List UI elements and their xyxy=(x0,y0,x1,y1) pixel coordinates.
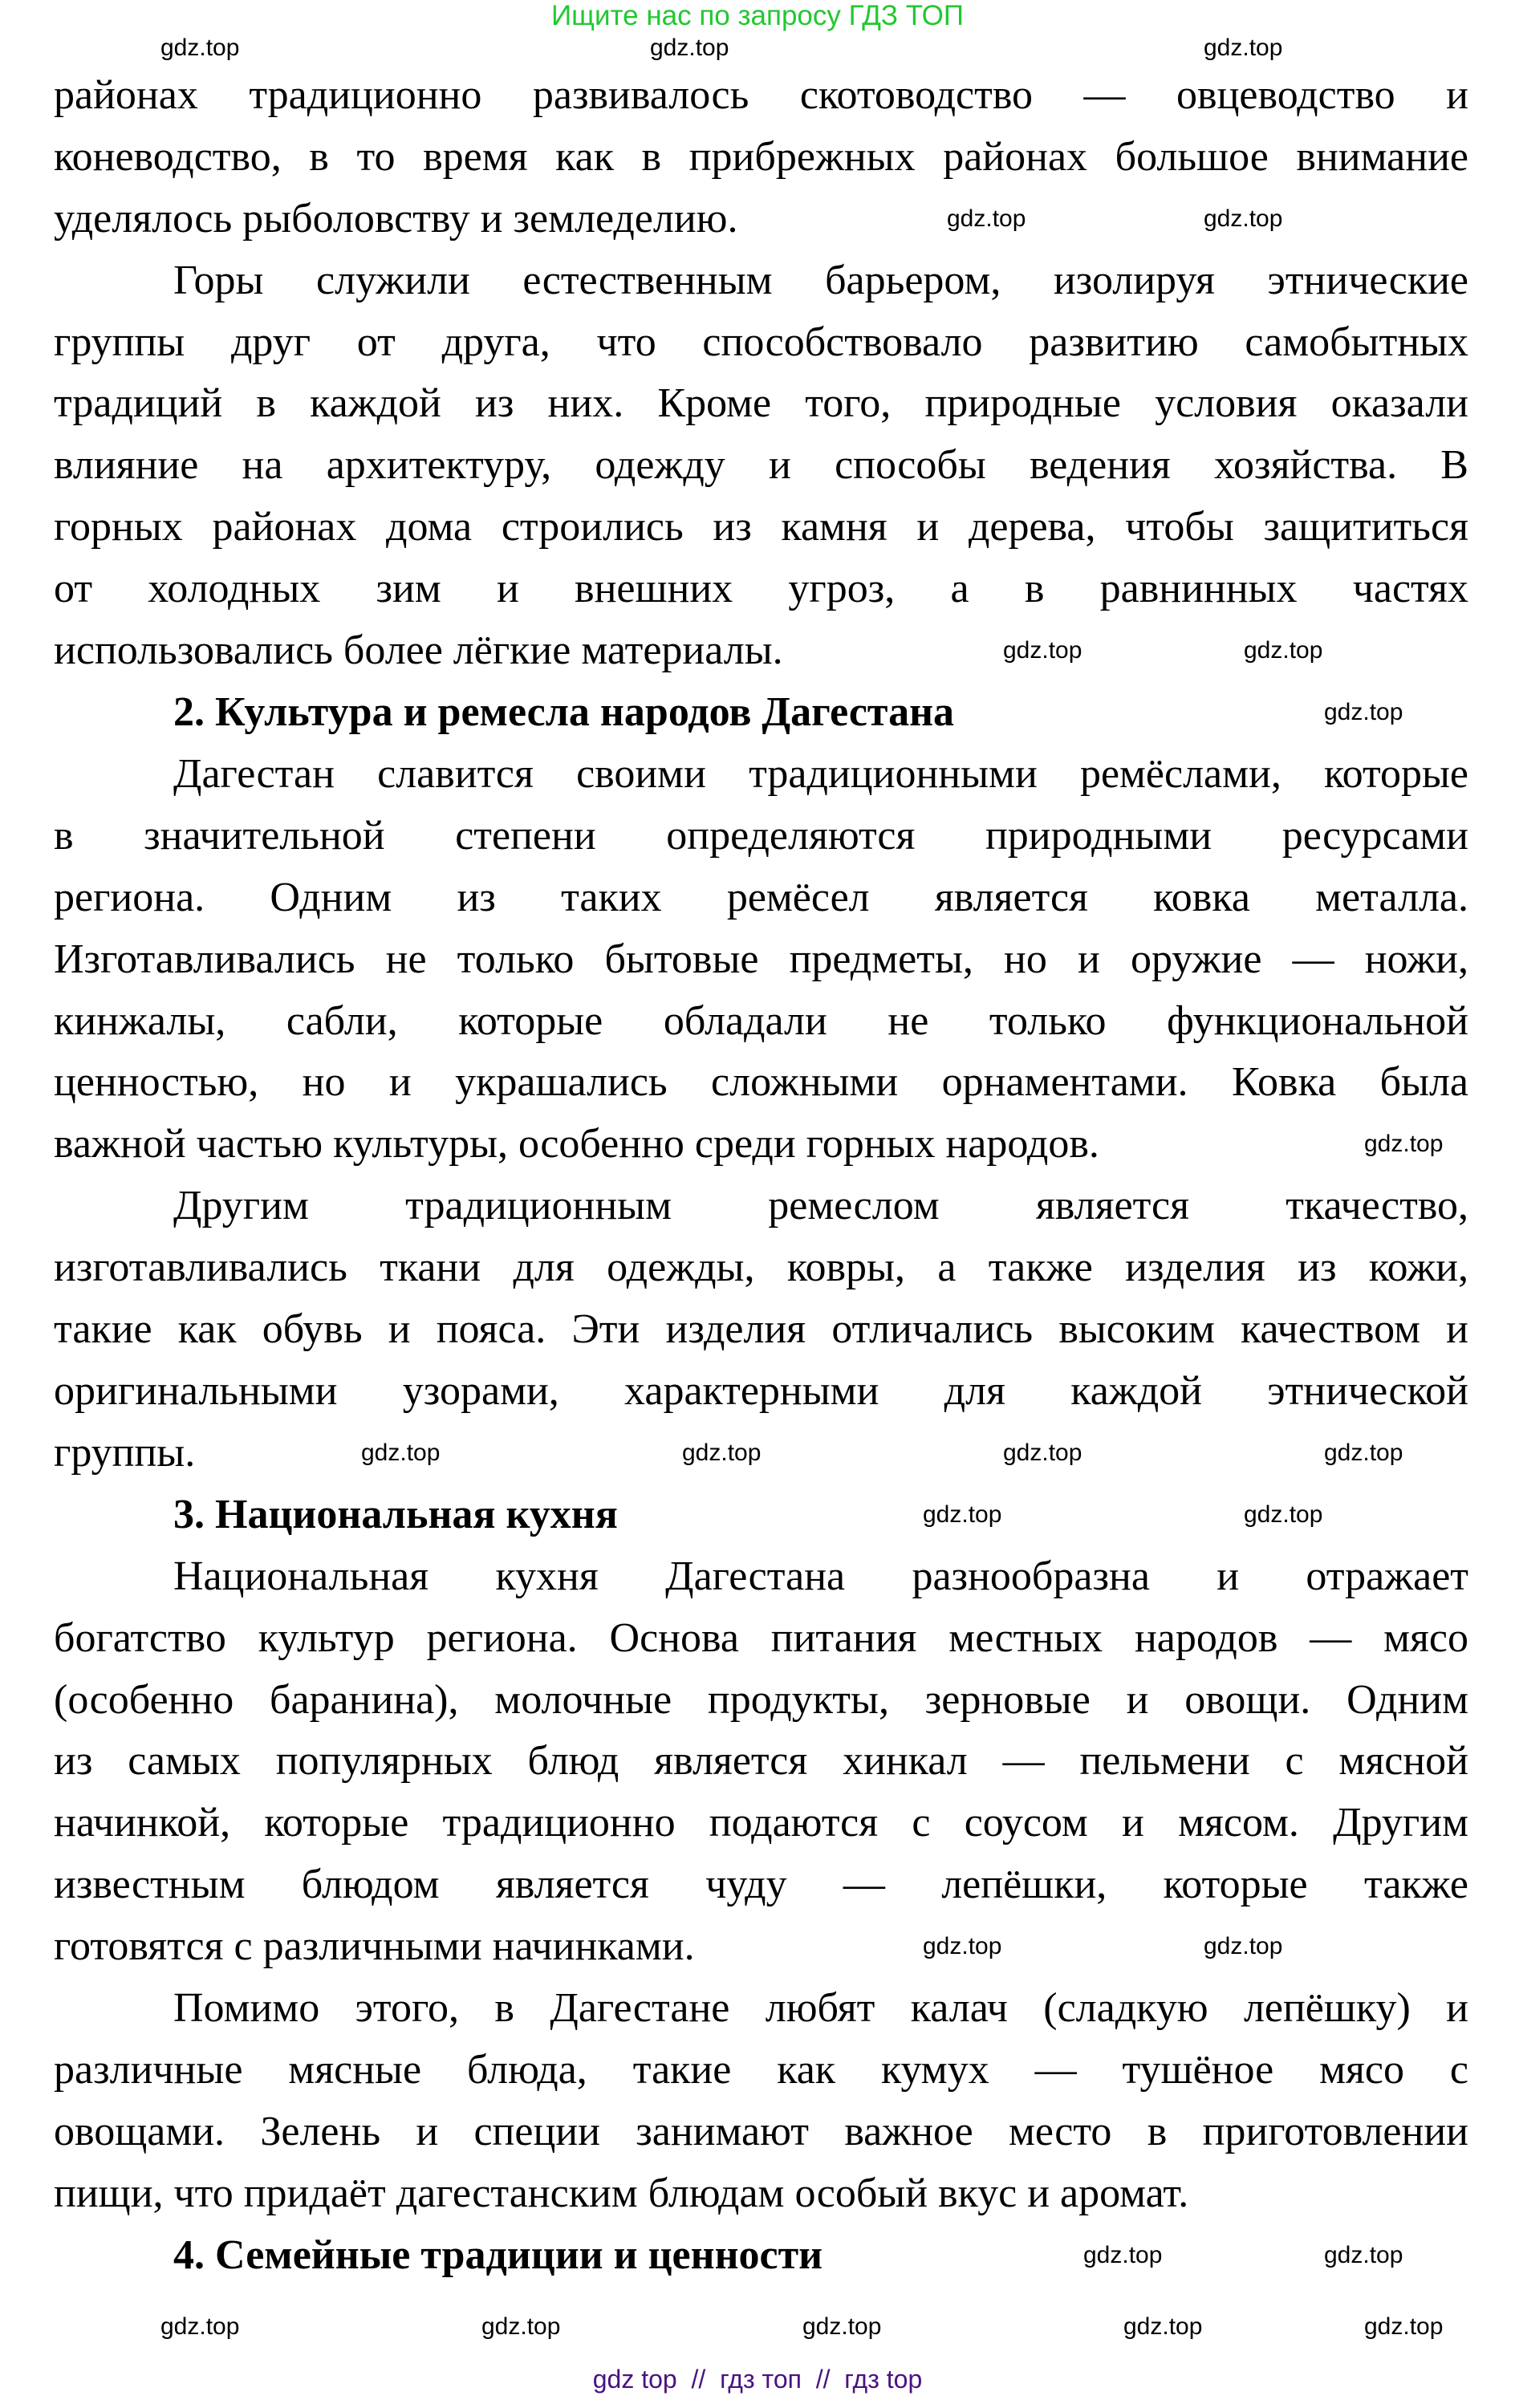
text-line: начинкой, которые традиционно подаются с соусом и мясом. Другим xyxy=(54,1800,1468,1846)
text-line: изготавливались ткани для одежды, ковры, а также изделия из кожи, xyxy=(54,1245,1468,1290)
text-line: готовятся с различными начинками. xyxy=(54,1923,695,1969)
watermark: gdz.top xyxy=(1244,1501,1323,1528)
watermark: gdz.top xyxy=(947,205,1026,232)
watermark: gdz.top xyxy=(682,1440,762,1466)
section-heading: 4. Семейные традиции и ценности xyxy=(173,2232,823,2278)
text-line: от холодных зим и внешних угроз, а в равнинных частях xyxy=(54,566,1468,611)
text-line: Помимо этого, в Дагестане любят калач (сладкую лепёшку) и xyxy=(173,1985,1468,2031)
text-line: важной частью культуры, особенно среди горных народов. xyxy=(54,1121,1099,1167)
watermark: gdz.top xyxy=(1324,1440,1403,1466)
watermark: gdz.top xyxy=(1244,637,1323,664)
text-line: Национальная кухня Дагестана разнообразна и отражает xyxy=(173,1553,1468,1599)
footer-links[interactable]: gdz top // гдз топ // гдз top xyxy=(592,2365,923,2394)
watermark: gdz.top xyxy=(923,1933,1002,1959)
watermark: gdz.top xyxy=(1204,1933,1283,1959)
text-line: традиций в каждой из них. Кроме того, природные условия оказали xyxy=(54,380,1468,426)
watermark: gdz.top xyxy=(1204,35,1283,61)
search-banner: Ищите нас по запросу ГДЗ ТОП xyxy=(551,0,964,31)
text-line: богатство культур региона. Основа питания местных народов — мясо xyxy=(54,1615,1468,1661)
text-line: (особенно баранина), молочные продукты, зерновые и овощи. Одним xyxy=(54,1677,1468,1723)
text-line: такие как обувь и пояса. Эти изделия отличались высоким качеством и xyxy=(54,1306,1468,1352)
watermark: gdz.top xyxy=(160,35,240,61)
text-line: уделялось рыболовству и земледелию. xyxy=(54,196,738,242)
watermark: gdz.top xyxy=(481,2313,561,2340)
watermark: gdz.top xyxy=(1364,2313,1444,2340)
text-line: Другим традиционным ремеслом является ткачество, xyxy=(173,1183,1468,1228)
text-line: Горы служили естественным барьером, изолируя этнические xyxy=(173,258,1468,303)
watermark: gdz.top xyxy=(1324,2242,1403,2268)
watermark: gdz.top xyxy=(923,1501,1002,1528)
text-line: в значительной степени определяются природными ресурсами xyxy=(54,813,1468,859)
section-heading: 3. Национальная кухня xyxy=(173,1492,618,1537)
watermark: gdz.top xyxy=(1324,699,1403,725)
text-line: кинжалы, сабли, которые обладали не только функциональной xyxy=(54,998,1468,1044)
text-line: Изготавливались не только бытовые предметы, но и оружие — ножи, xyxy=(54,936,1468,982)
section-heading: 2. Культура и ремесла народов Дагестана xyxy=(173,689,955,735)
text-line: пищи, что придаёт дагестанским блюдам особый вкус и аромат. xyxy=(54,2170,1189,2216)
text-line: использовались более лёгкие материалы. xyxy=(54,627,783,673)
watermark: gdz.top xyxy=(160,2313,240,2340)
text-line: группы. xyxy=(54,1430,196,1476)
text-line: региона. Одним из таких ремёсел является ковка металла. xyxy=(54,875,1468,920)
text-line: влияние на архитектуру, одежду и способы ведения хозяйства. В xyxy=(54,442,1468,488)
watermark: gdz.top xyxy=(1364,1131,1444,1157)
watermark: gdz.top xyxy=(1123,2313,1203,2340)
watermark: gdz.top xyxy=(802,2313,882,2340)
watermark: gdz.top xyxy=(650,35,729,61)
text-line: известным блюдом является чуду — лепёшки, которые также xyxy=(54,1862,1468,1907)
text-line: ценностью, но и украшались сложными орнаментами. Ковка была xyxy=(54,1059,1468,1105)
text-line: районах традиционно развивалось скотоводство — овцеводство и xyxy=(54,72,1468,118)
text-line: овощами. Зелень и специи занимают важное место в приготовлении xyxy=(54,2109,1468,2154)
watermark: gdz.top xyxy=(361,1440,441,1466)
watermark: gdz.top xyxy=(1204,205,1283,232)
text-line: Дагестан славится своими традиционными ремёслами, которые xyxy=(173,751,1468,797)
text-line: группы друг от друга, что способствовало развитию самобытных xyxy=(54,319,1468,365)
text-line: горных районах дома строились из камня и дерева, чтобы защититься xyxy=(54,504,1468,550)
text-line: из самых популярных блюд является хинкал — пельмени с мясной xyxy=(54,1738,1468,1784)
watermark: gdz.top xyxy=(1003,637,1082,664)
watermark: gdz.top xyxy=(1083,2242,1163,2268)
text-line: различные мясные блюда, такие как кумух — тушёное мясо с xyxy=(54,2047,1468,2093)
text-line: оригинальными узорами, характерными для каждой этнической xyxy=(54,1368,1468,1414)
watermark: gdz.top xyxy=(1003,1440,1082,1466)
text-line: коневодство, в то время как в прибрежных районах большое внимание xyxy=(54,134,1468,180)
